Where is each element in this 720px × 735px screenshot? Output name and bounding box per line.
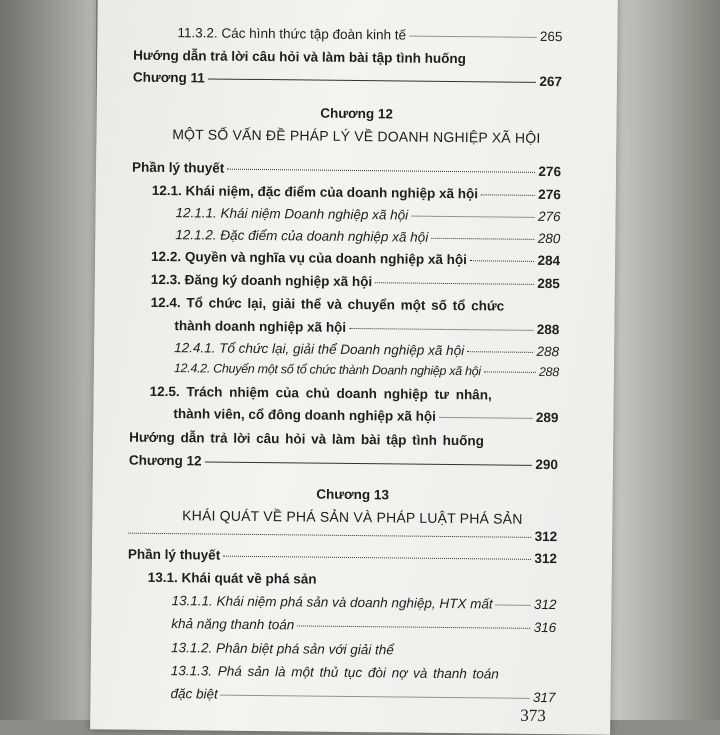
toc-entry-text: 12.3. Đăng ký doanh nghiệp xã hội xyxy=(150,271,373,290)
toc-page-number: 312 xyxy=(534,528,558,545)
toc-entry-13-1-1-cont xyxy=(171,616,556,635)
toc-page-number: 312 xyxy=(534,550,558,567)
toc-entry-text: 13.1.1. Khái niệm phá sản và doanh nghiệp, HTX mất xyxy=(171,593,493,612)
chapter-13-label: Chương 13 xyxy=(316,486,390,503)
dot-leader xyxy=(375,282,534,285)
toc-entry-text: 12.2. Quyền và nghĩa vụ của doanh nghiệp xã hội xyxy=(151,248,467,268)
toc-page-number: 317 xyxy=(532,689,556,706)
toc-entry-12-theory xyxy=(132,160,561,179)
toc-entry-text: 12.1. Khái niệm, đặc điểm của doanh nghiệp xã hội xyxy=(151,182,479,202)
toc-entry-12-2 xyxy=(151,249,560,268)
toc-entry-guide-11-line1: Hướng dẫn trả lời câu hỏi và làm bài tập tình huống xyxy=(133,47,467,67)
toc-entry-text: thành viên, cổ đông doanh nghiệp xã hội xyxy=(173,406,437,424)
leader-line xyxy=(205,461,533,465)
background-left xyxy=(0,0,96,720)
dot-leader xyxy=(409,36,537,38)
toc-entry-text: Chương 11 xyxy=(132,69,205,86)
toc-entry-text: Phần lý thuyết xyxy=(127,546,221,563)
toc-entry-text: đặc biệt xyxy=(170,686,218,702)
toc-entry-12-4-line1: 12.4. Tổ chức lại, giải thể và chuyển một số tổ chức xyxy=(150,294,505,314)
dot-leader xyxy=(439,417,533,419)
background-right xyxy=(610,0,720,720)
toc-entry-guide-12 xyxy=(129,453,558,472)
toc-entry-12-4-1 xyxy=(174,340,559,359)
toc-page-number: 276 xyxy=(538,186,561,203)
chapter-13-title: KHÁI QUÁT VỀ PHÁ SẢN VÀ PHÁP LUẬT PHÁ SẢN xyxy=(182,507,523,527)
dot-leader xyxy=(128,533,531,538)
dot-leader xyxy=(496,604,531,605)
dot-leader xyxy=(349,328,534,331)
toc-entry-text: Phần lý thuyết xyxy=(131,159,225,176)
toc-entry-guide-11 xyxy=(133,70,562,89)
toc-entry-12-1-1 xyxy=(175,205,560,224)
toc-entry-text: 12.1.2. Đặc điểm của doanh nghiệp xã hội xyxy=(175,227,429,245)
dot-leader xyxy=(467,351,533,353)
dot-leader xyxy=(470,260,535,262)
toc-entry-13-theory xyxy=(128,547,557,566)
toc-entry-12-5 xyxy=(173,406,558,425)
toc-entry-text: thành doanh nghiệp xã hội xyxy=(174,318,347,335)
toc-page-number: 276 xyxy=(537,208,561,225)
chapter-12-title: MỘT SỐ VẤN ĐỀ PHÁP LÝ VỀ DOANH NGHIỆP XÃ HỘI xyxy=(172,126,541,146)
toc-page-number: 288 xyxy=(538,364,559,380)
dot-leader xyxy=(484,371,536,373)
toc-page-number: 312 xyxy=(533,596,557,613)
toc-entry-13-dotted xyxy=(128,525,557,544)
dot-leader xyxy=(481,194,535,196)
chapter-12-label: Chương 12 xyxy=(320,105,393,122)
toc-page-number: 267 xyxy=(539,73,563,90)
dot-leader xyxy=(227,169,535,173)
toc-entry-text: 11.3.2. Các hình thức tập đoàn kinh tế xyxy=(177,25,407,43)
toc-page-number: 284 xyxy=(537,252,561,269)
book-page xyxy=(90,0,618,735)
toc-page-number: 288 xyxy=(536,321,560,338)
toc-page-number: 316 xyxy=(533,619,557,636)
dot-leader xyxy=(297,625,530,628)
toc-entry-11-3-2 xyxy=(177,25,562,44)
leader-line xyxy=(208,78,537,82)
page-number: 373 xyxy=(520,705,546,726)
toc-entry-12-1-2 xyxy=(175,227,560,246)
toc-page-number: 285 xyxy=(537,275,560,292)
toc-entry-text: 12.4.1. Tổ chức lại, giải thể Doanh nghiệp xã hội xyxy=(174,340,465,359)
dot-leader xyxy=(223,556,531,560)
toc-entry-13-1-3 xyxy=(170,686,555,705)
dot-leader xyxy=(221,695,530,699)
toc-page-number: 276 xyxy=(538,163,562,180)
toc-page-number: 288 xyxy=(536,343,560,360)
toc-page-number: 265 xyxy=(539,28,563,45)
toc-entry-text: khả năng thanh toán xyxy=(171,616,295,633)
toc-entry-12-3 xyxy=(151,272,560,291)
toc-entry-13-1-1 xyxy=(171,593,556,612)
toc-entry-12-4-2 xyxy=(174,361,559,379)
toc-entry-13-1-3-line1: 13.1.3. Phá sản là một thủ tục đòi nợ và thanh toán xyxy=(170,663,499,682)
toc-page-number: 290 xyxy=(535,456,559,473)
dot-leader xyxy=(411,216,535,218)
toc-entry-13-1: 13.1. Khái quát về phá sản xyxy=(147,569,317,587)
toc-entry-12-5-line1: 12.5. Trách nhiệm của chủ doanh nghiệp tư nhân, xyxy=(149,383,492,403)
toc-page-number: 289 xyxy=(535,409,559,426)
toc-entry-12-4 xyxy=(174,318,559,337)
toc-entry-text: Chương 12 xyxy=(128,452,202,469)
toc-entry-13-1-2: 13.1.2. Phân biệt phá sản với giải thể xyxy=(170,640,394,658)
toc-entry-text: 12.4.2. Chuyển một số tổ chức thành Doanh nghiệp xã hội xyxy=(173,361,481,379)
toc-entry-guide-12-line1: Hướng dẫn trả lời câu hỏi và làm bài tập tình huống xyxy=(129,429,485,449)
toc-page-number: 280 xyxy=(537,230,561,247)
toc-entry-text: 12.1.1. Khái niệm Doanh nghiệp xã hội xyxy=(175,205,409,223)
toc-entry-12-1 xyxy=(152,183,561,202)
dot-leader xyxy=(431,238,535,240)
